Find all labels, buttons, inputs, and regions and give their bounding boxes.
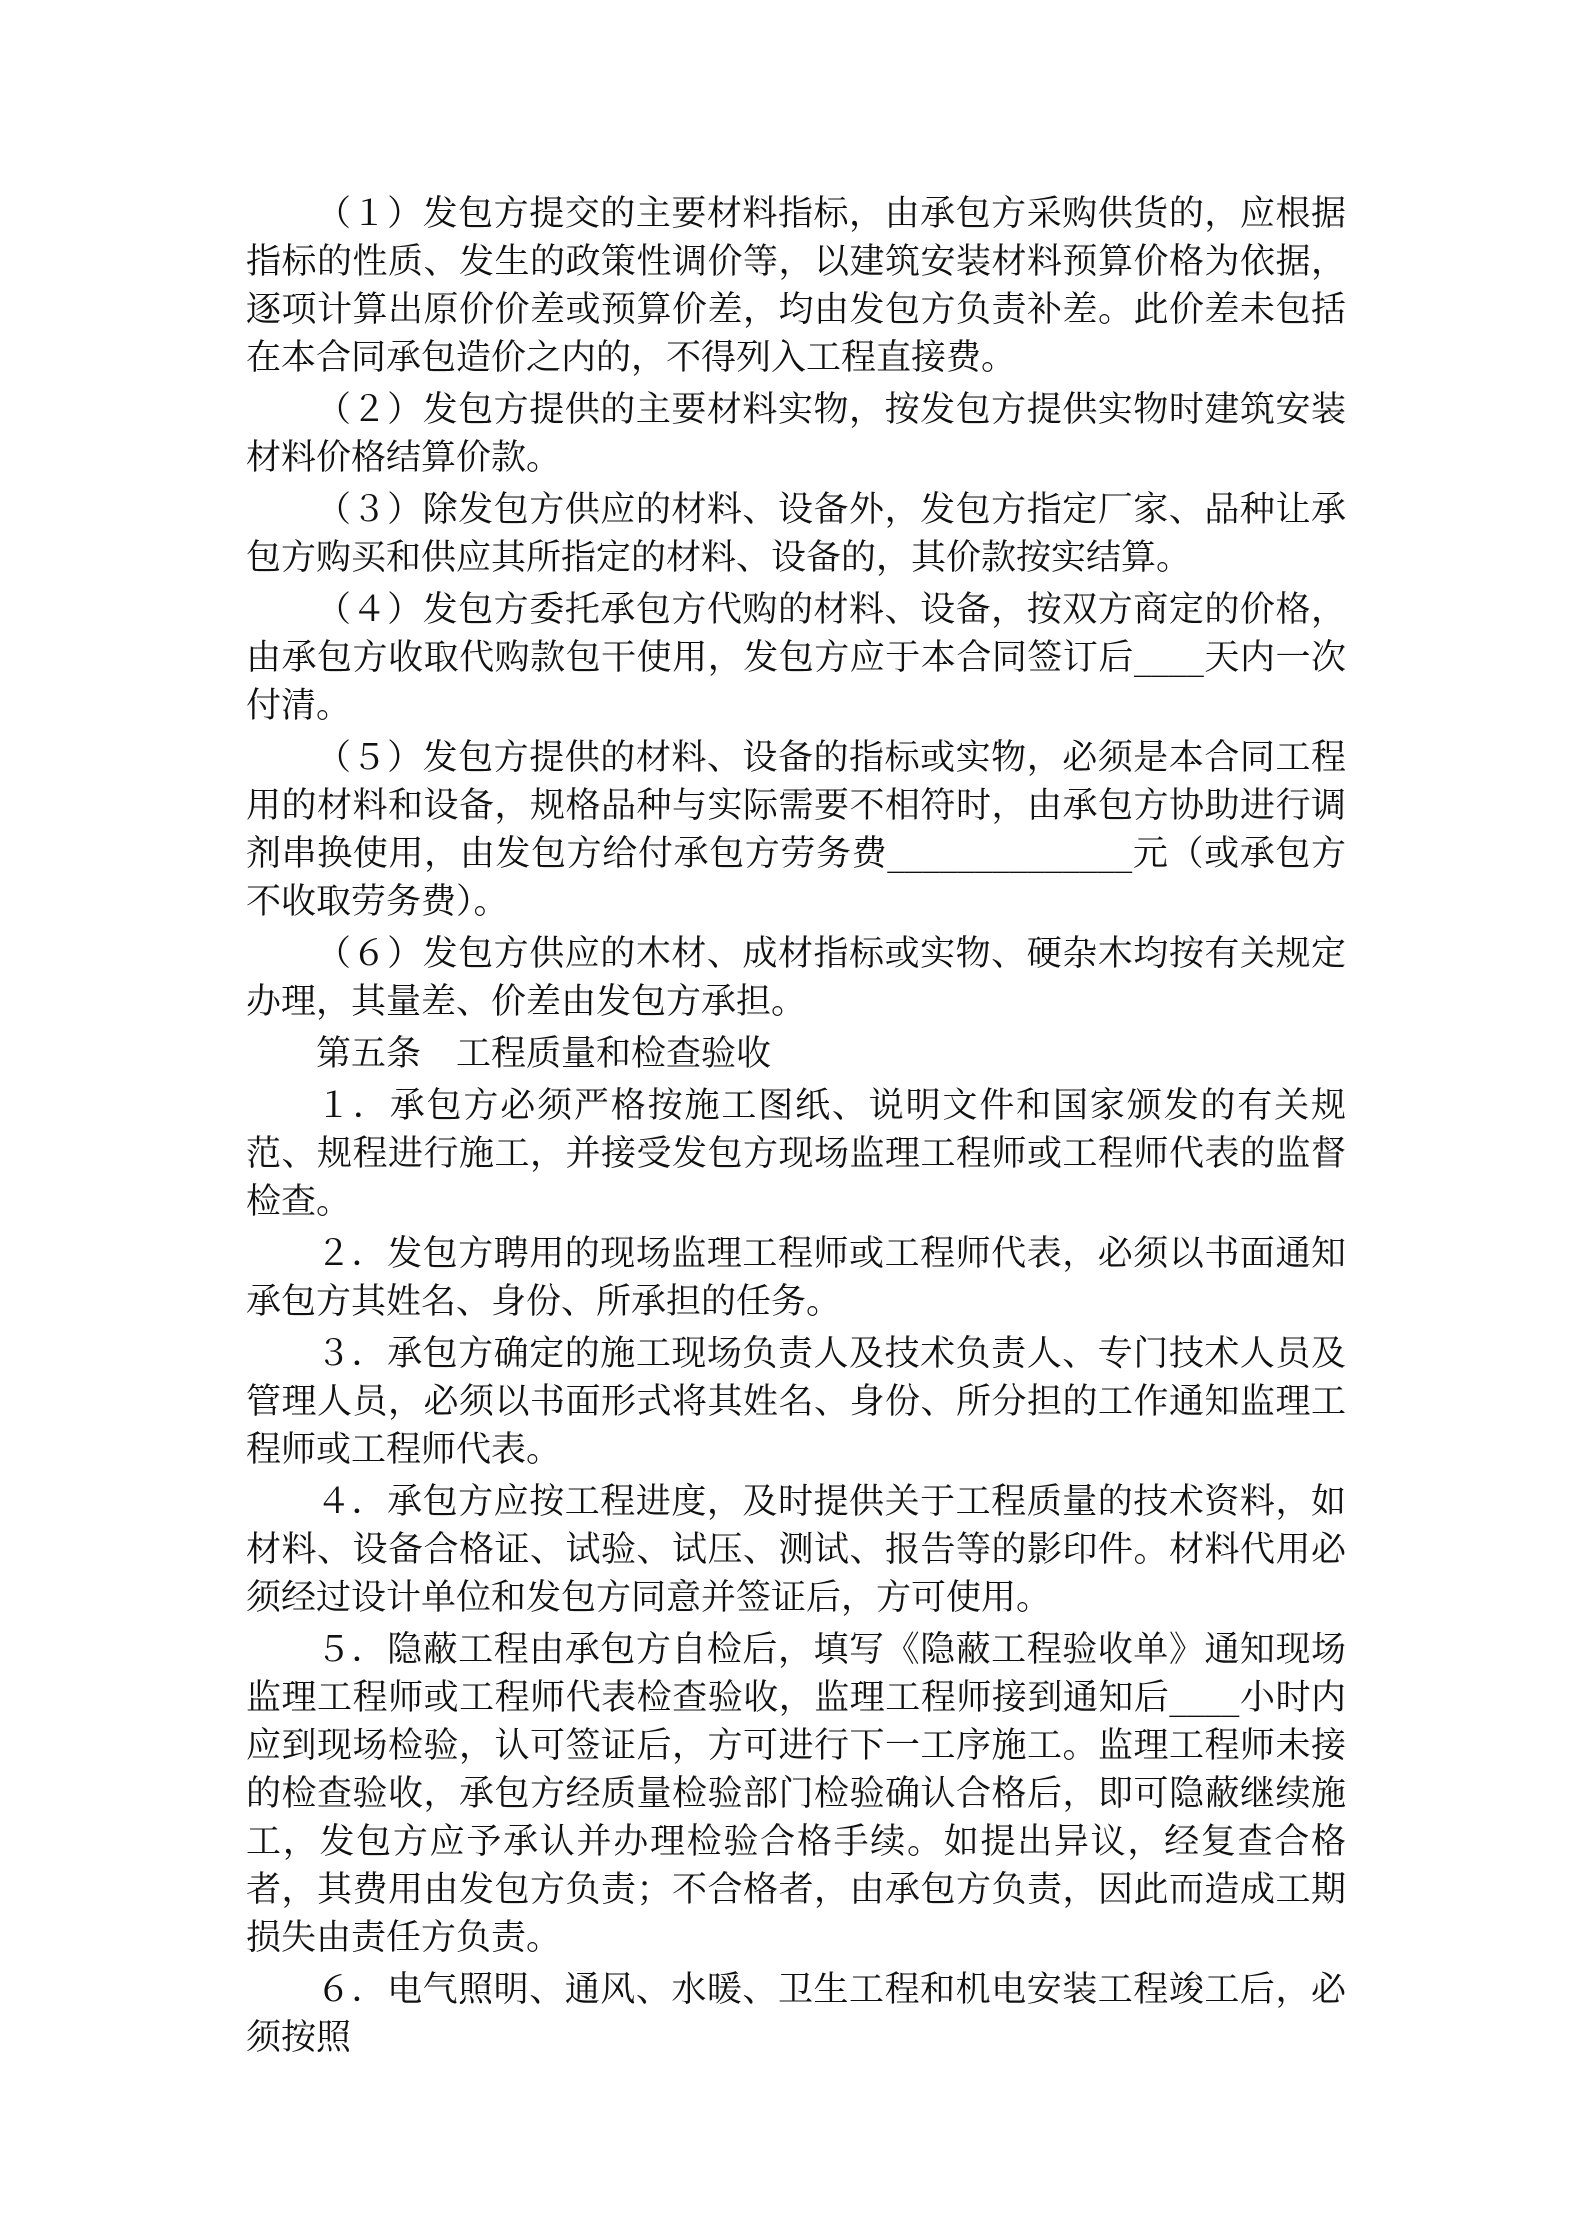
article-5-item-3: ３．承包方确定的施工现场负责人及技术负责人、专门技术人员及管理人员，必须以书面形式将其姓名、身份、所分担的工作通知监理工程师或工程师代表。 xyxy=(246,1334,1346,1470)
article-5-item-4: ４．承包方应按工程进度，及时提供关于工程质量的技术资料，如材料、设备合格证、试验、试压、测试、报告等的影印件。材料代用必须经过设计单位和发包方同意并签证后，方可使用。 xyxy=(246,1482,1346,1618)
clause-2-materials-in-kind: （２）发包方提供的主要材料实物，按发包方提供实物时建筑安装材料价格结算价款。 xyxy=(246,390,1346,478)
article-5-item-1: １．承包方必须严格按施工图纸、说明文件和国家颁发的有关规范、规程进行施工，并接受发包方现场监理工程师或工程师代表的监督检查。 xyxy=(246,1086,1346,1222)
article-5-item-2: ２．发包方聘用的现场监理工程师或工程师代表，必须以书面通知承包方其姓名、身份、所承担的任务。 xyxy=(246,1234,1346,1322)
document-body xyxy=(246,190,1346,2066)
section-heading-article-5: 第五条 工程质量和检查验收 xyxy=(316,1034,772,1074)
clause-6-timber-supply: （６）发包方供应的木材、成材指标或实物、硬杂木均按有关规定办理，其量差、价差由发包方承担。 xyxy=(246,934,1346,1022)
clause-1-materials-indicators: （１）发包方提交的主要材料指标，由承包方采购供货的，应根据指标的性质、发生的政策性调价等，以建筑安装材料预算价格为依据，逐项计算出原价价差或预算价差，均由发包方负责补差。此价差未包括在本合同承包造价之内的，不得列入工程直接费。 xyxy=(246,194,1346,378)
article-5-item-6: ６．电气照明、通风、水暖、卫生工程和机电安装工程竣工后，必须按照 xyxy=(246,1970,1346,2058)
article-5-item-5: ５．隐蔽工程由承包方自检后，填写《隐蔽工程验收单》通知现场监理工程师或工程师代表检查验收，监理工程师接到通知后____小时内应到现场检验，认可签证后，方可进行下一工序施工。监理工程师未接的检查验收，承包方经质量检验部门检验确认合格后，即可隐蔽继续施工，发包方应予承认并办理检验合格手续。如提出异议，经复查合格者，其费用由发包方负责；不合格者，由承包方负责，因此而造成工期损失由责任方负责。 xyxy=(246,1630,1346,1958)
clause-3-designated-manufacturer: （３）除发包方供应的材料、设备外，发包方指定厂家、品种让承包方购买和供应其所指定的材料、设备的，其价款按实结算。 xyxy=(246,490,1346,578)
clause-4-purchase-on-behalf: （４）发包方委托承包方代购的材料、设备，按双方商定的价格，由承包方收取代购款包干使用，发包方应于本合同签订后____天内一次付清。 xyxy=(246,590,1346,726)
clause-5-labor-fee: （５）发包方提供的材料、设备的指标或实物，必须是本合同工程用的材料和设备，规格品种与实际需要不相符时，由承包方协助进行调剂串换使用，由发包方给付承包方劳务费______________元（或承包方不收取劳务费）。 xyxy=(246,738,1346,922)
